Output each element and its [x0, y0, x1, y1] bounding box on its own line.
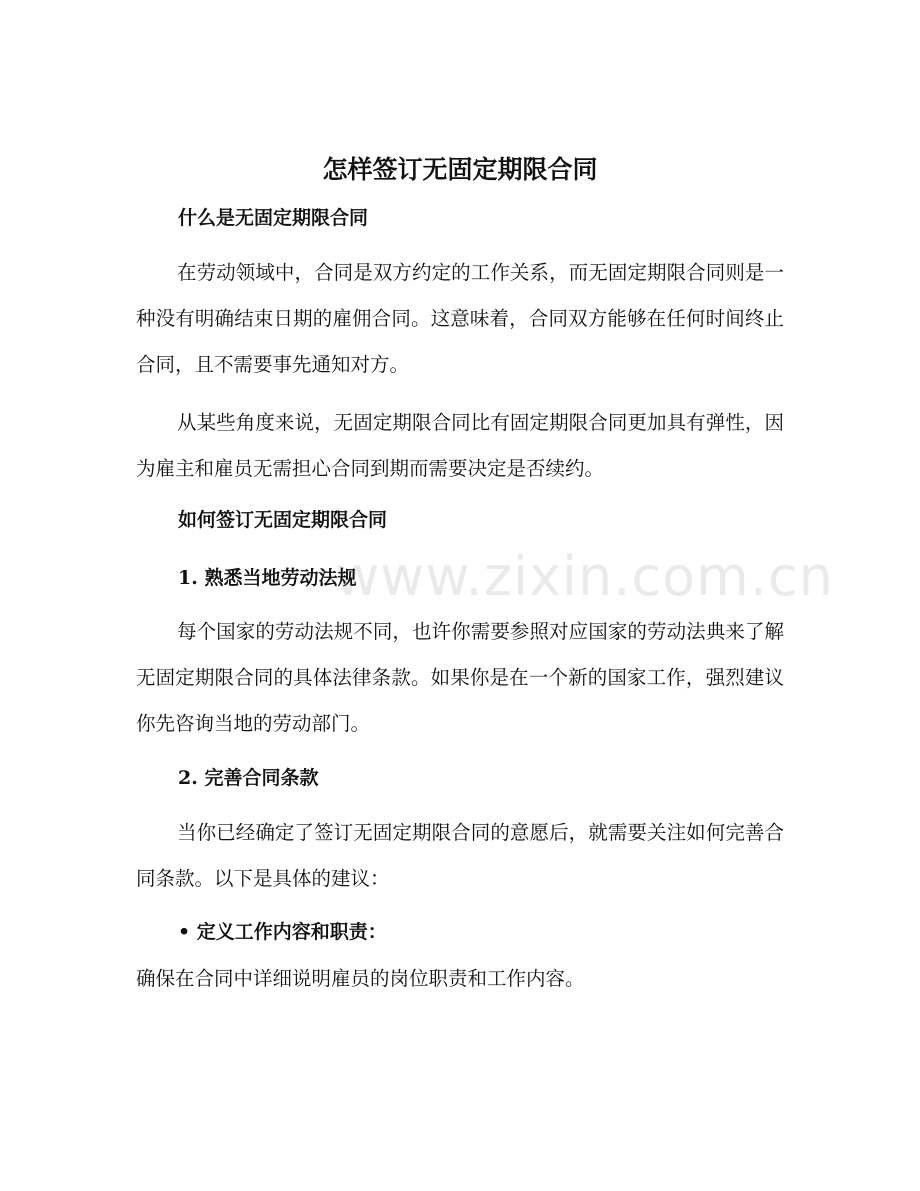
bullet-heading-job-duties: • 定义工作内容和职责： — [178, 921, 387, 943]
section-heading-what-is: 什么是无固定期限合同 — [178, 207, 369, 229]
watermark-text: www.zixin.com.cn — [335, 545, 834, 608]
step-heading-contract-terms: 2. 完善合同条款 — [178, 767, 319, 789]
paragraph-job-duties: 确保在合同中详细说明雇员的岗位职责和工作内容。 — [136, 967, 585, 990]
paragraph-contract-terms: 当你已经确定了签订无固定期限合同的意愿后，就需要关注如何完善合同条款。以下是具体的建议： — [136, 821, 784, 890]
paragraph-labor-law: 每个国家的劳动法规不同，也许你需要参照对应国家的劳动法典来了解无固定期限合同的具体法律条款。如果你是在一个新的国家工作，强烈建议你先咨询当地的劳动部门。 — [136, 620, 784, 735]
paragraph-definition: 在劳动领域中，合同是双方约定的工作关系，而无固定期限合同则是一种没有明确结束日期的雇佣合同。这意味着，合同双方能够在任何时间终止合同，且不需要事先通知对方。 — [136, 261, 784, 376]
document-title: 怎样签订无固定期限合同 — [322, 155, 598, 184]
section-heading-how-to: 如何签订无固定期限合同 — [178, 509, 388, 531]
paragraph-flexibility: 从某些角度来说，无固定期限合同比有固定期限合同更加具有弹性，因为雇主和雇员无需担心合同到期而需要决定是否续约。 — [136, 411, 784, 480]
step-heading-labor-law: 1. 熟悉当地劳动法规 — [178, 567, 357, 589]
